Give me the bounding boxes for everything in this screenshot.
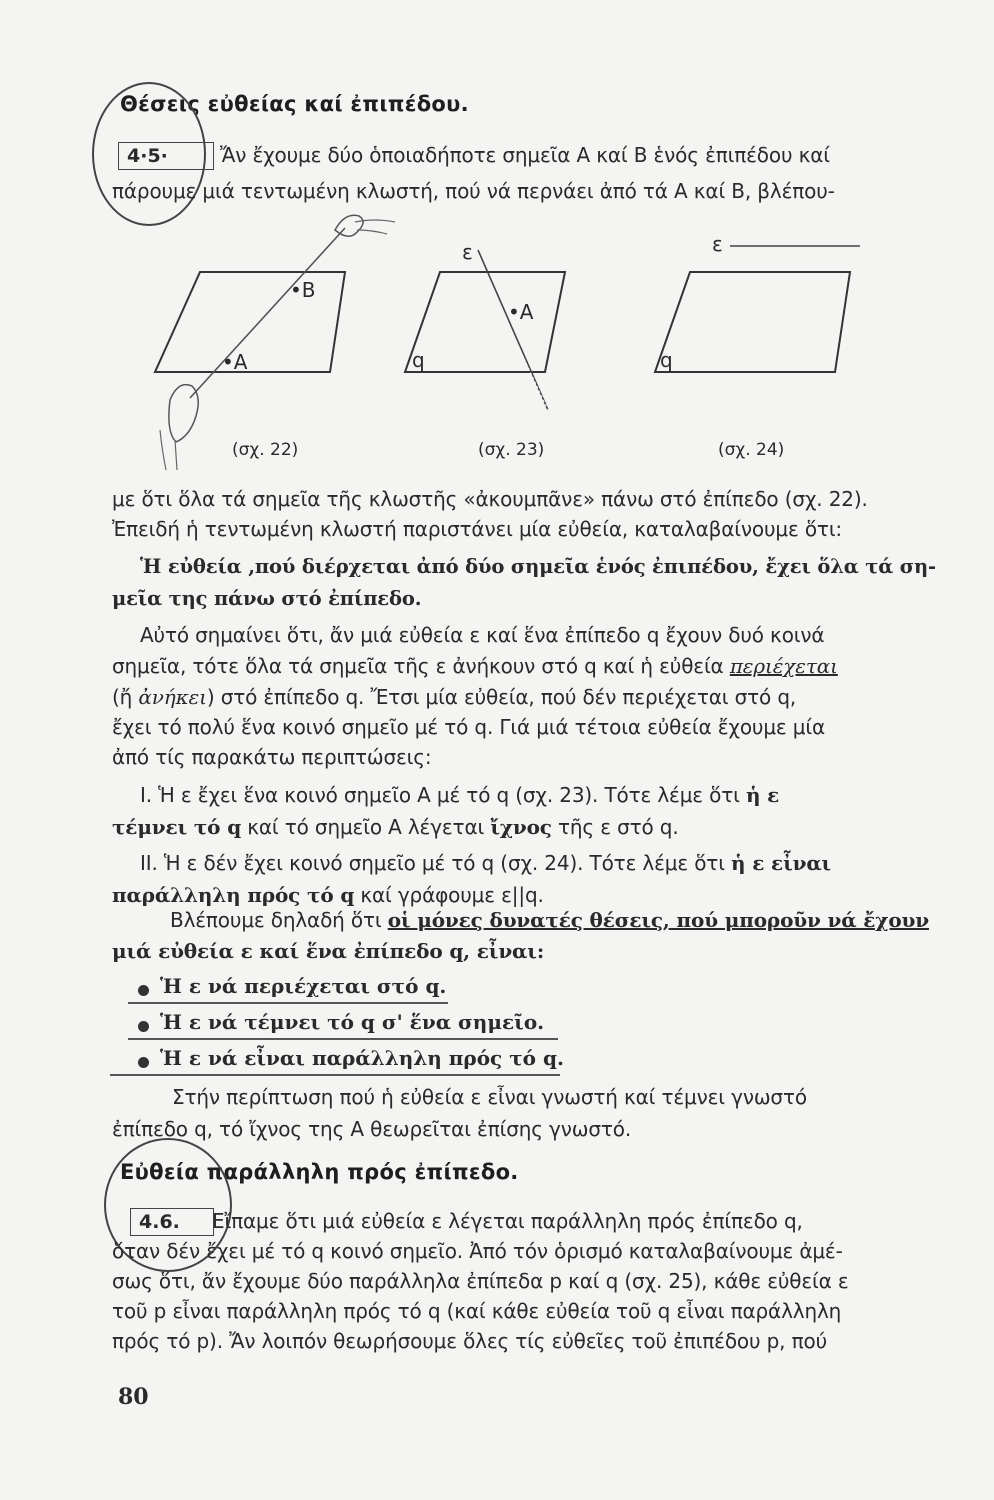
text-line xyxy=(112,682,912,712)
term-belongs: ἀνήκει xyxy=(138,685,207,709)
term-contained: περιέχεται xyxy=(729,654,838,678)
section-heading-positions: Θέσεις εὐθείας καί ἐπιπέδου. xyxy=(120,92,469,116)
text-line: ἔχει τό πολύ ἕνα κοινό σημεῖο μέ τό q. Γιά μιά τέτοια εὐθεία ἔχουμε μία xyxy=(112,715,825,739)
bullet-item: Ἡ ε νά τέμνει τό q σ' ἕνα σημεῖο. xyxy=(160,1010,545,1034)
term-bold: ἡ ε εἶναι xyxy=(731,851,832,875)
section-number-4-5: 4·5· xyxy=(118,142,214,170)
text-line xyxy=(140,780,940,810)
text-line: σως ὅτι, ἄν ἔχουμε δύο παράλληλα ἐπίπεδα p καί q (σχ. 25), κάθε εὐθεία ε xyxy=(112,1269,849,1293)
text-line: Στήν περίπτωση πού ἡ εὐθεία ε εἶναι γνωστή καί τέμνει γνωστό xyxy=(172,1085,807,1109)
text-span: Βλέπουμε δηλαδή ὅτι xyxy=(170,908,388,932)
summary-line: μιά εὐθεία ε καί ἕνα ἐπίπεδο q, εἶναι: xyxy=(112,939,545,963)
text-line: Αὐτό σημαίνει ὅτι, ἄν μιά εὐθεία ε καί ἕνα ἐπίπεδο q ἔχουν δυό κοινά xyxy=(140,623,825,647)
text-span: τῆς ε στό q. xyxy=(551,815,679,839)
text-line: πρός τό p). Ἄν λοιπόν θεωρήσουμε ὅλες τίς εὐθεῖες τοῦ ἐπιπέδου p, πού xyxy=(112,1329,827,1353)
section-heading-parallel-line: Εὐθεία παράλληλη πρός ἐπίπεδο. xyxy=(120,1160,519,1184)
bullet-item: Ἡ ε νά εἶναι παράλληλη πρός τό q. xyxy=(160,1046,564,1070)
label-plane-q-fig24: q xyxy=(660,348,673,372)
text-line: Ἄν ἔχουμε δύο ὁποιαδήποτε σημεῖα Α καί Β ἑνός ἐπιπέδου καί xyxy=(220,143,830,167)
text-line: Εἴπαμε ὅτι μιά εὐθεία ε λέγεται παράλληλη πρός ἐπίπεδο q, xyxy=(212,1209,803,1233)
term-bold: ἡ ε xyxy=(745,783,780,807)
bullet-dot xyxy=(138,1021,149,1032)
text-span: (ἤ xyxy=(112,685,139,709)
caption-fig-23: (σχ. 23) xyxy=(478,440,545,460)
text-span: ΙΙ. Ἡ ε δέν ἔχει κοινό σημεῖο μέ τό q (σχ. 24). Τότε λέμε ὅτι xyxy=(140,851,732,875)
text-span: ) στό ἐπίπεδο q. Ἔτσι μία εὐθεία, πού δέν περιέχεται στό q, xyxy=(206,685,797,709)
text-line: με ὅτι ὅλα τά σημεῖα τῆς κλωστῆς «ἀκουμπᾶνε» πάνω στό ἐπίπεδο (σχ. 22). xyxy=(112,487,868,511)
page-number: 80 xyxy=(118,1384,149,1410)
bullet-dot xyxy=(138,1057,149,1068)
rule-statement: μεῖα της πάνω στό ἐπίπεδο. xyxy=(112,587,422,610)
label-line-e-fig23: ε xyxy=(462,240,473,264)
text-span: καί τό σημεῖο Α λέγεται xyxy=(241,815,491,839)
summary-bold: οἱ μόνες δυνατές θέσεις, πού μποροῦν νά ἔχουν xyxy=(387,908,929,932)
text-line: πάρουμε μιά τεντωμένη κλωστή, πού νά περνάει ἀπό τά Α καί Β, βλέπου- xyxy=(112,179,835,203)
underline-rule xyxy=(128,1038,558,1040)
section-number-4-6: 4.6. xyxy=(130,1208,214,1236)
label-point-B: •Β xyxy=(290,278,316,302)
label-line-e-fig24: ε xyxy=(712,232,723,256)
text-line: τοῦ p εἶναι παράλληλη πρός τό q (καί κάθε εὐθεία τοῦ q εἶναι παράλληλη xyxy=(112,1299,842,1323)
underline-rule xyxy=(110,1074,560,1076)
caption-fig-22: (σχ. 22) xyxy=(232,440,299,460)
rule-statement: Ἡ εὐθεία ,πού διέρχεται ἀπό δύο σημεῖα ἑνός ἐπιπέδου, ἔχει ὅλα τά ση- xyxy=(140,555,936,578)
term-bold: τέμνει τό q xyxy=(112,815,242,839)
term-parallel: παράλληλη πρός τό q xyxy=(112,883,355,907)
text-span: σημεῖα, τότε ὅλα τά σημεῖα τῆς ε ἀνήκουν στό q καί ἡ εὐθεία xyxy=(112,654,730,678)
text-line: Ἐπειδή ἡ τεντωμένη κλωστή παριστάνει μία εὐθεία, καταλαβαίνουμε ὅτι: xyxy=(112,517,843,541)
text-line xyxy=(112,812,912,842)
text-line xyxy=(170,905,970,935)
bullet-item: Ἡ ε νά περιέχεται στό q. xyxy=(160,974,447,998)
text-span: Ι. Ἡ ε ἔχει ἕνα κοινό σημεῖο Α μέ τό q (σχ. 23). Τότε λέμε ὅτι xyxy=(140,783,746,807)
text-line: ἀπό τίς παρακάτω περιπτώσεις: xyxy=(112,745,432,769)
term-trace: ἴχνος xyxy=(490,815,552,839)
underline-rule xyxy=(128,1002,448,1004)
bullet-dot xyxy=(138,985,149,996)
text-line: ὅταν δέν ἔχει μέ τό q κοινό σημεῖο. Ἀπό τόν ὁρισμό καταλαβαίνουμε ἀμέ- xyxy=(112,1239,843,1263)
label-point-A-fig22: •Α xyxy=(222,350,248,374)
label-plane-q-fig23: q xyxy=(412,348,425,372)
text-line xyxy=(140,848,940,878)
label-point-A-fig23: •Α xyxy=(508,300,534,324)
text-line xyxy=(112,651,912,681)
caption-fig-24: (σχ. 24) xyxy=(718,440,785,460)
text-line: ἐπίπεδο q, τό ἴχνος της Α θεωρεῖται ἐπίσης γνωστό. xyxy=(112,1117,632,1141)
text-span: καί γράφουμε ε||q. xyxy=(354,883,544,907)
